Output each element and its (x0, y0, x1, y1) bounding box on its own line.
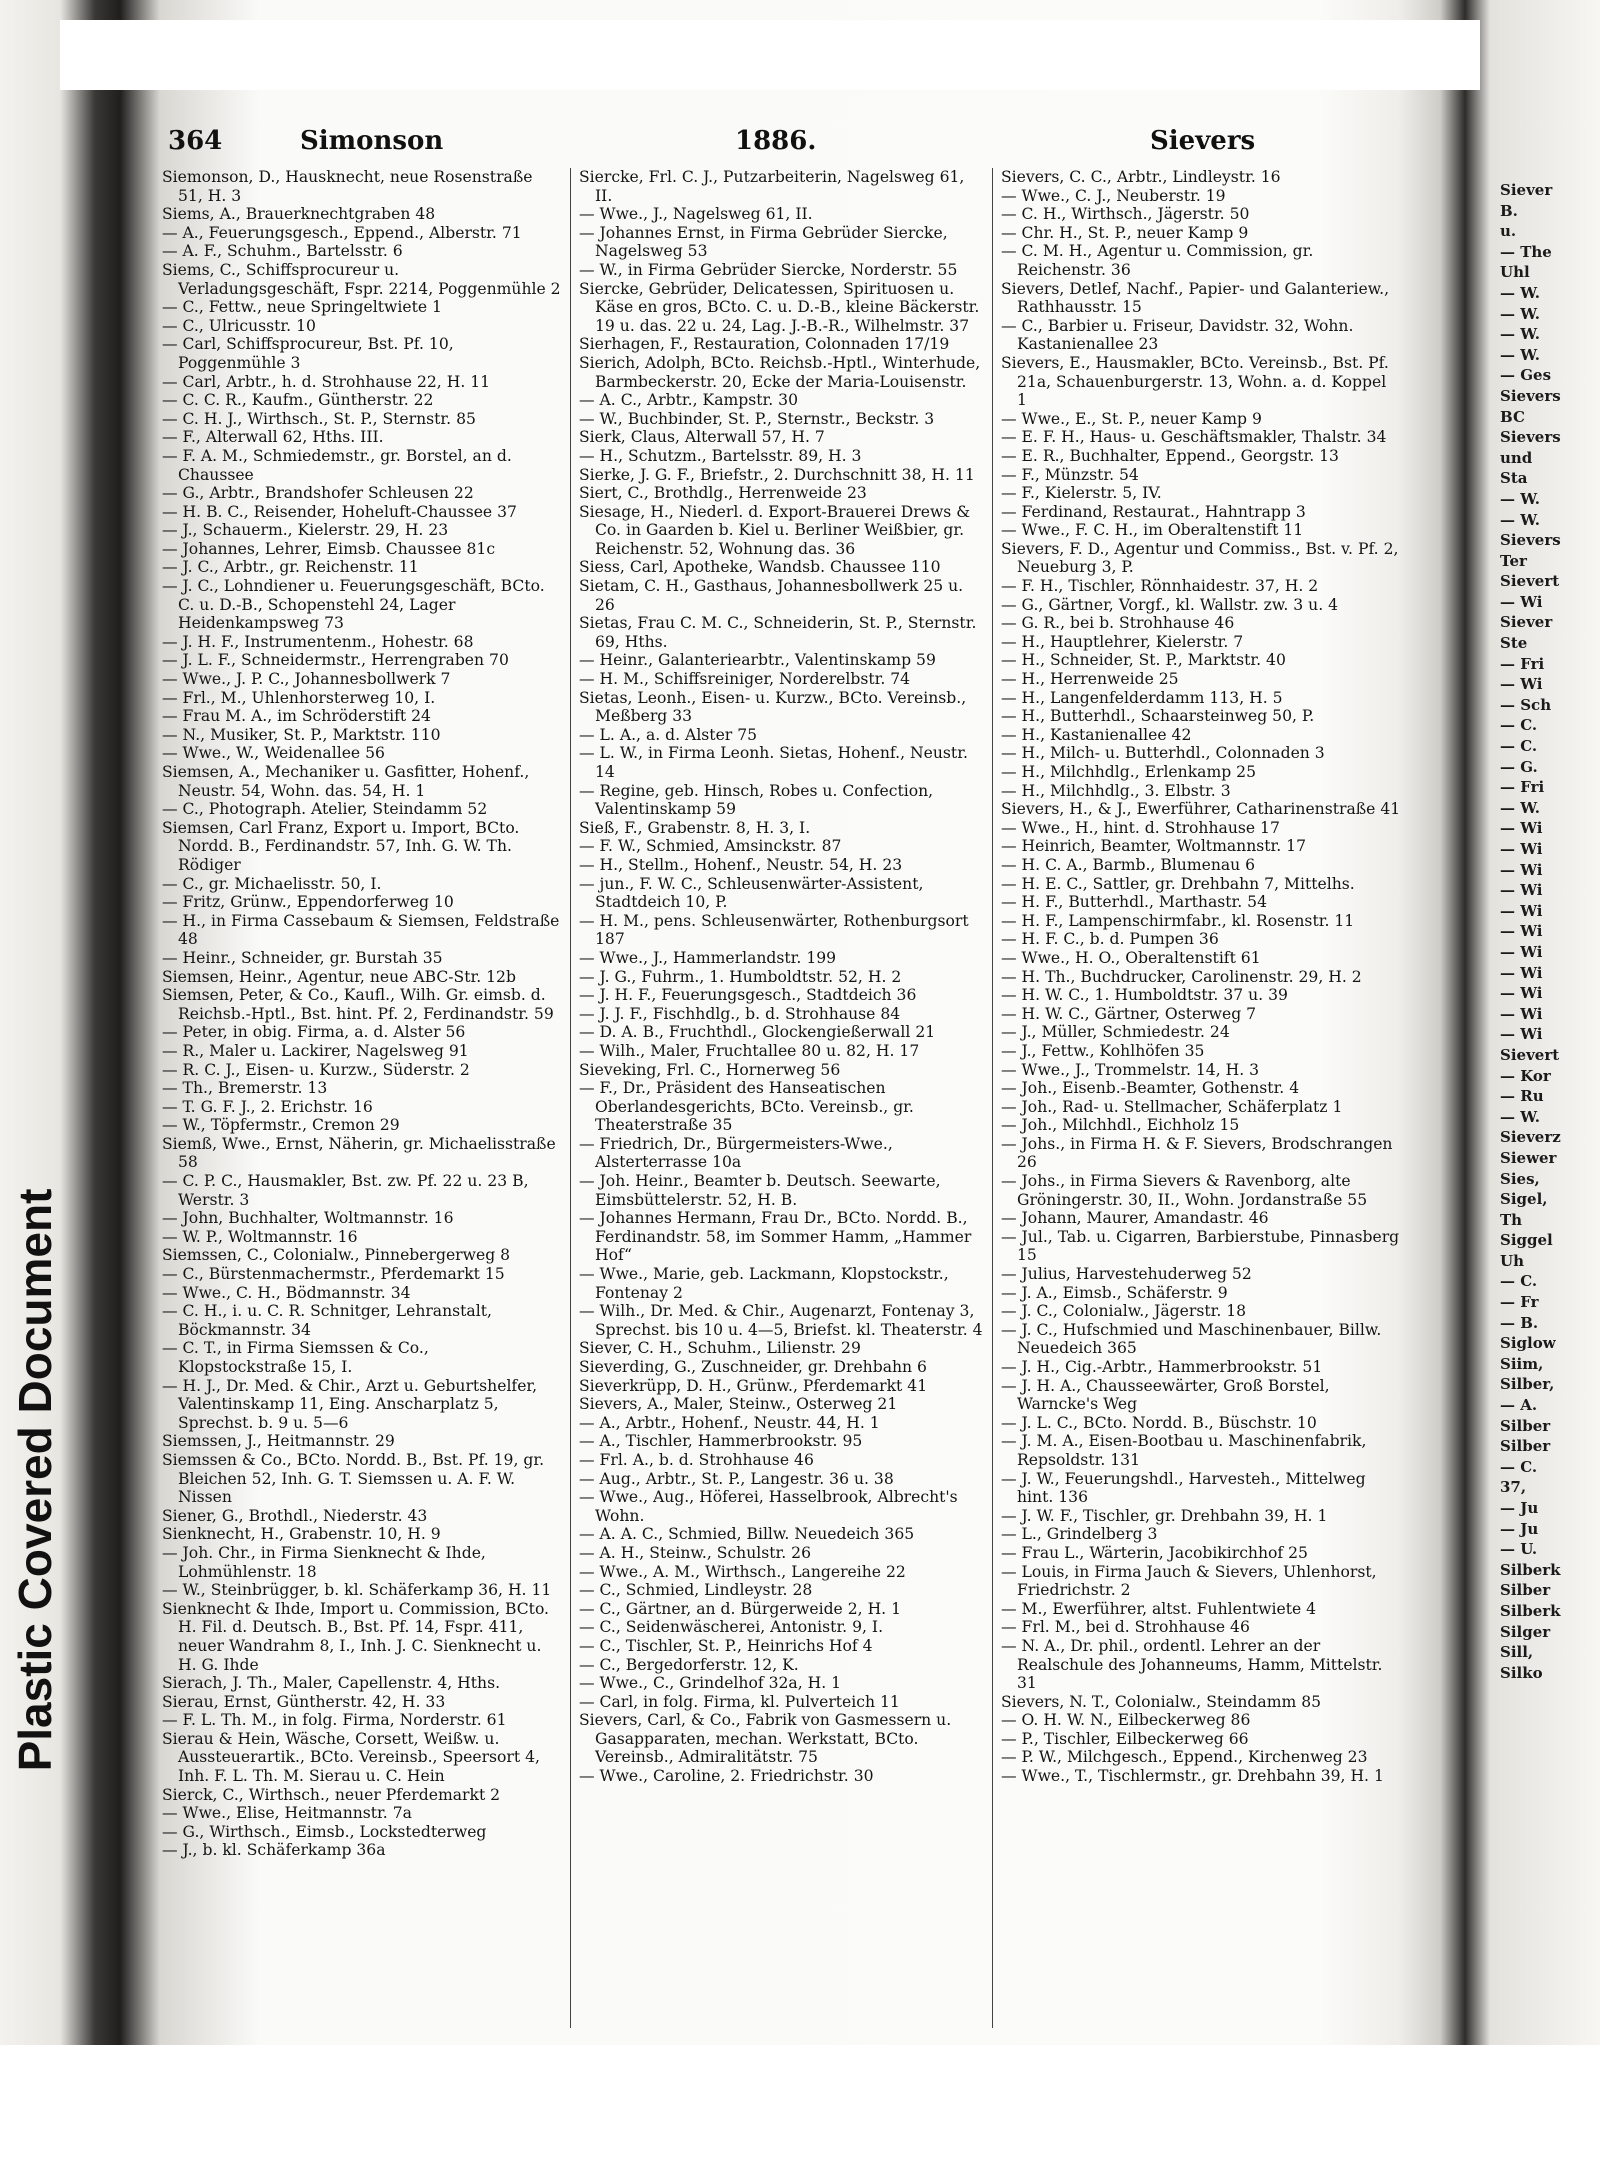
facing-page-line: 37, (1500, 1478, 1527, 1497)
directory-entry: — Joh. Heinr., Beamter b. Deutsch. Seewarte, Eimsbüttelerstr. 52, H. B. (579, 1172, 941, 1209)
directory-page (150, 120, 1401, 2040)
directory-entry: — H., in Firma Cassebaum & Siemsen, Feldstraße 48 (162, 911, 560, 949)
directory-entry: — H. C. A., Barmb., Blumenau 6 (1001, 855, 1256, 874)
facing-page-line: Silger (1500, 1622, 1551, 1641)
facing-page-line: — Wi (1500, 881, 1543, 900)
directory-entry: — H. B. C., Reisender, Hoheluft-Chaussee 37 (162, 502, 517, 521)
directory-entry: — H., Kastanienallee 42 (1001, 725, 1192, 744)
directory-entry: — H. Th., Buchdrucker, Carolinenstr. 29, H. 2 (1001, 967, 1362, 986)
directory-entry: — Johannes Ernst, in Firma Gebrüder Siercke, Nagelsweg 53 (579, 223, 948, 261)
directory-entry: — L. W., in Firma Leonh. Sietas, Hohenf., Neustr. 14 (579, 744, 968, 781)
facing-page-line: — W. (1500, 798, 1540, 817)
directory-entry: — H. E. C., Sattler, gr. Drehbahn 7, Mittelhs. (1001, 874, 1355, 893)
facing-page-line: — U. (1500, 1540, 1538, 1559)
directory-entry: — Frau L., Wärterin, Jacobikirchhof 25 (1001, 1543, 1308, 1562)
directory-entry: — L., Grindelberg 3 (1001, 1525, 1158, 1544)
directory-entry: Siert, C., Brothdlg., Herrenweide 23 (579, 484, 867, 503)
facing-page-line: Th (1500, 1210, 1523, 1229)
directory-entry: Siemssen, J., Heitmannstr. 29 (162, 1432, 395, 1451)
directory-entry: — J., Schauerm., Kielerstr. 29, H. 23 (162, 521, 449, 540)
directory-entry: — F., Kielerstr. 5, IV. (1001, 484, 1162, 503)
directory-entry: — Johann, Maurer, Amandastr. 46 (1001, 1209, 1269, 1228)
directory-entry: — Wwe., Elise, Heitmannstr. 7a (162, 1804, 412, 1823)
directory-entry: Sierck, C., Wirthsch., neuer Pferdemarkt 2 (162, 1785, 501, 1804)
facing-page-line: — C. (1500, 716, 1538, 735)
directory-entry: — F., Dr., Präsident des Hanseatischen Oberlandesgerichts, BCto. Vereinsb., gr. Theaterstraße 35 (579, 1079, 914, 1135)
facing-page-line: — Wi (1500, 963, 1543, 982)
facing-page-line: — C. (1500, 1457, 1538, 1476)
directory-entry: Sieverkrüpp, D. H., Grünw., Pferdemarkt 41 (579, 1376, 928, 1395)
directory-entry: — F. L. Th. M., in folg. Firma, Norderstr. 61 (162, 1711, 507, 1730)
directory-entry: — Johannes Hermann, Frau Dr., BCto. Nordd. B., Ferdinandstr. 58, im Sommer Hamm, „Hammer Hof“ (579, 1209, 972, 1265)
directory-entry: Sievers, H., & J., Ewerführer, Catharinenstraße 41 (1001, 800, 1401, 819)
directory-entry: Sievers, N. T., Colonialw., Steindamm 85 (1001, 1692, 1322, 1711)
directory-entry: Sietam, C. H., Gasthaus, Johannesbollwerk 25 u. 26 (579, 577, 964, 614)
directory-entry: — R., Maler u. Lackirer, Nagelsweg 91 (162, 1041, 469, 1060)
directory-entry: — A., Arbtr., Hohenf., Neustr. 44, H. 1 (579, 1413, 880, 1432)
directory-entry: — C., Photograph. Atelier, Steindamm 52 (162, 800, 488, 819)
directory-entry: — C., Schmied, Lindleystr. 28 (579, 1581, 813, 1600)
facing-page-line: Siewer (1500, 1148, 1557, 1167)
facing-page-line: Silber (1500, 1581, 1551, 1600)
directory-entry: — W., Töpfermstr., Cremon 29 (162, 1116, 400, 1135)
facing-page-line: — Ju (1500, 1499, 1539, 1517)
directory-entry: — jun., F. W. C., Schleusenwärter-Assistent, Stadtdeich 10, P. (579, 874, 924, 912)
directory-entry: — J. H. F., Instrumentenm., Hohestr. 68 (162, 632, 474, 651)
directory-entry: — Wilh., Dr. Med. & Chir., Augenarzt, Fontenay 3, Sprechst. bis 10 u. 4—5, Briefst. kl. Theaterstr. 4 (579, 1302, 983, 1339)
directory-entry: — H. M., pens. Schleusenwärter, Rothenburgsort 187 (579, 911, 969, 949)
directory-entry: — C. M. H., Agentur u. Commission, gr. Reichenstr. 36 (1001, 242, 1314, 279)
directory-entry: Siercke, Frl. C. J., Putzarbeiterin, Nagelsweg 61, II. (579, 168, 965, 205)
facing-page-line: — Wi (1500, 922, 1543, 941)
directory-entry: — Johannes, Lehrer, Eimsb. Chaussee 81c (162, 539, 496, 558)
directory-entry: Sieß, F., Grabenstr. 8, H. 3, I. (579, 818, 811, 837)
directory-entry: — C. H. J., Wirthsch., St. P., Sternstr. 85 (162, 409, 476, 428)
directory-entry: — C., Barbier u. Friseur, Davidstr. 32, Wohn. Kastanienallee 23 (1001, 316, 1354, 354)
directory-entry: — A., Tischler, Hammerbrookstr. 95 (579, 1432, 863, 1451)
directory-entry: — C. P. C., Hausmakler, Bst. zw. Pf. 22 u. 23 B, Werstr. 3 (162, 1172, 529, 1209)
column-2 (570, 168, 984, 2028)
facing-page-line: — Wi (1500, 901, 1543, 920)
directory-entry: — Wwe., C. H., Bödmannstr. 34 (162, 1283, 411, 1302)
top-margin (60, 20, 1480, 90)
column-3 (992, 168, 1401, 2028)
facing-page-line: Siggel (1500, 1231, 1553, 1250)
directory-entry: — Ferdinand, Restaurat., Hahntrapp 3 (1001, 502, 1306, 521)
directory-entry: Sierk, Claus, Alterwall 57, H. 7 (579, 428, 825, 447)
directory-entry: Sievers, F. D., Agentur und Commiss., Bst. v. Pf. 2, Neueburg 3, P. (1001, 539, 1399, 577)
directory-entry: — T. G. F. J., 2. Erichstr. 16 (162, 1097, 373, 1116)
directory-entry: — J. C., Hufschmied und Maschinenbauer, Billw. Neuedeich 365 (1001, 1320, 1382, 1358)
directory-entry: — E. F. H., Haus- u. Geschäftsmakler, Thalstr. 34 (1001, 428, 1387, 447)
directory-entry: — H., Butterhdl., Schaarsteinweg 50, P. (1001, 707, 1315, 726)
directory-entry: — J., Müller, Schmiedestr. 24 (1001, 1023, 1230, 1042)
directory-entry: — Fritz, Grünw., Eppendorferweg 10 (162, 893, 454, 912)
directory-entry: — P., Tischler, Eilbeckerweg 66 (1001, 1729, 1249, 1748)
facing-page-line: — W. (1500, 345, 1540, 364)
directory-entry: — N., Musiker, St. P., Marktstr. 110 (162, 725, 441, 744)
facing-page-line: Ter (1500, 551, 1527, 570)
directory-entry: — J. G., Fuhrm., 1. Humboldtstr. 52, H. 2 (579, 967, 902, 986)
directory-entry: Siemssen & Co., BCto. Nordd. B., Bst. Pf. 19, gr. Bleichen 52, Inh. G. T. Siemssen u. A. F. W. Nissen (162, 1450, 545, 1507)
directory-entry: Sietas, Leonh., Eisen- u. Kurzw., BCto. Vereinsb., Meßberg 33 (579, 688, 967, 726)
spine-label: Plastic Covered Document (9, 1188, 61, 1772)
directory-entry: — Carl, Arbtr., h. d. Strohhause 22, H. 11 (162, 372, 491, 391)
directory-entry: — D. A. B., Fruchthdl., Glockengießerwall 21 (579, 1023, 936, 1042)
facing-page-line: Ste (1500, 634, 1528, 653)
directory-entry: — Aug., Arbtr., St. P., Langestr. 36 u. 38 (579, 1469, 894, 1488)
facing-page-line: Sies, (1500, 1169, 1540, 1188)
directory-entry: — Chr. H., St. P., neuer Kamp 9 (1001, 223, 1249, 242)
directory-entry: — P. W., Milchgesch., Eppend., Kirchenweg 23 (1001, 1748, 1368, 1767)
directory-entry: — Jul., Tab. u. Cigarren, Barbierstube, Pinnasberg 15 (1001, 1227, 1400, 1265)
facing-page-line: Sill, (1500, 1643, 1534, 1662)
facing-page-line: Siever (1500, 181, 1553, 199)
facing-page-line: — W. (1500, 510, 1540, 529)
directory-entry: — Joh., Eisenb.-Beamter, Gothenstr. 4 (1001, 1079, 1300, 1098)
directory-entry: — F., Münzstr. 54 (1001, 465, 1139, 484)
facing-page-line: — Ju (1500, 1519, 1539, 1538)
directory-entry: — C., Fettw., neue Springeltwiete 1 (162, 298, 442, 317)
directory-entry: Siems, A., Brauerknechtgraben 48 (162, 205, 436, 224)
directory-entry: — L. A., a. d. Alster 75 (579, 725, 758, 744)
directory-entry: Siemsen, Carl Franz, Export u. Import, BCto. Nordd. B., Ferdinandstr. 57, Inh. G. W. Th. Rödiger (162, 818, 520, 874)
directory-entry: — C., Bergedorferstr. 12, K. (579, 1655, 799, 1674)
directory-entry: — Th., Bremerstr. 13 (162, 1079, 328, 1098)
running-head (150, 120, 1390, 166)
directory-entry: Siemonson, D., Hausknecht, neue Rosenstraße 51, H. 3 (162, 168, 533, 205)
facing-page-line: Silberk (1500, 1560, 1561, 1579)
directory-entry: — J. C., Lohndiener u. Feuerungsgeschäft, BCto. C. u. D.-B., Schopenstehl 24, Lager Heidenkampsweg 73 (162, 577, 545, 633)
directory-entry: Siener, G., Brothdl., Niederstr. 43 (162, 1506, 428, 1525)
directory-entry: — J. H., Cig.-Arbtr., Hammerbrookstr. 51 (1001, 1358, 1323, 1376)
directory-entry: — A. H., Steinw., Schulstr. 26 (579, 1543, 812, 1562)
facing-page-line: Silberk (1500, 1601, 1561, 1620)
directory-entry: Sieverding, G., Zuschneider, gr. Drehbahn 6 (579, 1358, 927, 1376)
directory-entry: — C., Ulricusstr. 10 (162, 316, 316, 335)
directory-entry: Siemsen, Peter, & Co., Kaufl., Wilh. Gr. eimsb. d. Reichsb.-Hptl., Bst. hint. Pf. 2, Ferdinandstr. 59 (162, 986, 554, 1023)
facing-page-line: — G. (1500, 757, 1538, 776)
directory-entry: Sierke, J. G. F., Briefstr., 2. Durchschnitt 38, H. 11 (579, 465, 975, 484)
directory-entry: — H., Langenfelderdamm 113, H. 5 (1001, 688, 1283, 707)
directory-entry: — C. C. R., Kaufm., Güntherstr. 22 (162, 391, 434, 410)
facing-page-line: — Wi (1500, 860, 1543, 879)
directory-entry: — J. H. A., Chausseewärter, Groß Borstel, Warncke's Weg (1001, 1376, 1330, 1414)
directory-entry: — A. C., Arbtr., Kampstr. 30 (579, 391, 799, 410)
facing-page-line: B. (1500, 201, 1518, 220)
directory-entry: — Wwe., H. O., Oberaltenstift 61 (1001, 948, 1261, 967)
directory-entry: — J., Fettw., Kohlhöfen 35 (1001, 1041, 1205, 1060)
directory-entry: — A., Feuerungsgesch., Eppend., Alberstr. 71 (162, 223, 522, 242)
directory-entry: Sievers, Carl, & Co., Fabrik von Gasmessern u. Gasapparaten, mechan. Werkstatt, BCto. Vereinsb., Admiralitätstr. 75 (579, 1711, 952, 1767)
directory-entry: — J. L. F., Schneidermstr., Herrengraben 70 (162, 651, 509, 670)
facing-page-line: — Wi (1500, 819, 1543, 838)
directory-entry: — H., Hauptlehrer, Kielerstr. 7 (1001, 632, 1244, 651)
directory-entry: Sienknecht & Ihde, Import u. Commission, BCto. H. Fil. d. Deutsch. B., Bst. Pf. 14, Fspr. 411, neuer Wandrahm 8, I., Inh. J. C. Sienknecht u. H. G. Ihde (162, 1599, 550, 1674)
directory-entry: — Heinrich, Beamter, Woltmannstr. 17 (1001, 837, 1307, 856)
directory-entry: — H. J., Dr. Med. & Chir., Arzt u. Geburtshelfer, Valentinskamp 11, Eing. Anscharplatz 5, Sprechst. b. 9 u. 5—6 (162, 1376, 538, 1432)
directory-entry: — A. F., Schuhm., Bartelsstr. 6 (162, 242, 403, 261)
facing-page-line: — W. (1500, 283, 1540, 302)
directory-entry: Sierau & Hein, Wäsche, Corsett, Weißw. u. Aussteuerartik., BCto. Vereinsb., Speersort 4, Inh. F. L. Th. M. Sierau u. C. Hein (162, 1729, 540, 1786)
directory-entry: — Wilh., Maler, Fruchtallee 80 u. 82, H. 17 (579, 1041, 920, 1060)
directory-entry: — Wwe., F. C. H., im Oberaltenstift 11 (1001, 521, 1304, 540)
facing-page-line: — W. (1500, 1107, 1540, 1126)
facing-page-line: — Wi (1500, 675, 1543, 694)
directory-entry: — H., Schneider, St. P., Marktstr. 40 (1001, 651, 1286, 670)
directory-entry: — Wwe., J., Trommelstr. 14, H. 3 (1001, 1060, 1260, 1079)
facing-page-line: — Kor (1500, 1066, 1551, 1085)
directory-entry: — Johs., in Firma H. & F. Sievers, Brodschrangen 26 (1001, 1134, 1393, 1172)
directory-entry: — W., in Firma Gebrüder Siercke, Norderstr. 55 (579, 260, 958, 279)
facing-page-line: — Fri (1500, 778, 1545, 797)
facing-page-line: Sievers (1500, 386, 1561, 405)
directory-entry: Sierach, J. Th., Maler, Capellenstr. 4, Hths. (162, 1674, 501, 1693)
directory-entry: Siesage, H., Niederl. d. Export-Brauerei Drews & Co. in Gaarden b. Kiel u. Berliner Weißbier, gr. Reichenstr. 52, Wohnung das. 36 (579, 502, 971, 558)
directory-entry: Sievers, Detlef, Nachf., Papier- und Galanteriew., Rathhausstr. 15 (1001, 279, 1390, 317)
directory-entry: Siemsen, A., Mechaniker u. Gasfitter, Hohenf., Neustr. 54, Wohn. das. 54, H. 1 (162, 763, 530, 800)
directory-entry: — Wwe., J., Hammerlandstr. 199 (579, 948, 837, 967)
directory-entry: Sierau, Ernst, Güntherstr. 42, H. 33 (162, 1692, 446, 1711)
directory-entry: — H. F., Lampenschirmfabr., kl. Rosenstr. 11 (1001, 911, 1355, 930)
facing-page-line: — The (1500, 242, 1552, 261)
directory-entry: — F. A. M., Schmiedemstr., gr. Borstel, an d. Chaussee (162, 446, 512, 484)
directory-entry: — H., Milch- u. Butterhdl., Colonnaden 3 (1001, 744, 1325, 763)
directory-entry: — Wwe., H., hint. d. Strohhause 17 (1001, 818, 1280, 837)
directory-entry: — H. W. C., 1. Humboldtstr. 37 u. 39 (1001, 986, 1288, 1005)
facing-page-line: — W. (1500, 325, 1540, 344)
directory-entry: Sievers, C. C., Arbtr., Lindleystr. 16 (1001, 168, 1281, 186)
facing-page-line: — Fr (1500, 1293, 1539, 1312)
directory-entry: — J. L. C., BCto. Nordd. B., Büschstr. 10 (1001, 1413, 1317, 1432)
facing-page-line: Sta (1500, 469, 1528, 488)
directory-entry: Siems, C., Schiffsprocureur u. Verladungsgeschäft, Fspr. 2214, Poggenmühle 2 (162, 260, 561, 298)
bottom-margin (0, 2045, 1600, 2177)
directory-entry: — Frl. A., b. d. Strohhause 46 (579, 1450, 814, 1469)
facing-page-line: — W. (1500, 304, 1540, 323)
directory-entry: — J. A., Eimsb., Schäferstr. 9 (1001, 1283, 1228, 1302)
directory-entry: — O. H. W. N., Eilbeckerweg 86 (1001, 1711, 1251, 1730)
column-1 (162, 168, 562, 2028)
directory-entry: — Johs., in Firma Sievers & Ravenborg, alte Gröningerstr. 30, II., Wohn. Jordanstraße 55 (1001, 1172, 1368, 1209)
directory-entry: — Regine, geb. Hinsch, Robes u. Confection, Valentinskamp 59 (579, 781, 934, 819)
directory-entry: — Wwe., J., Nagelsweg 61, II. (579, 205, 813, 224)
directory-entry: — M., Ewerführer, altst. Fuhlentwiete 4 (1001, 1599, 1317, 1618)
facing-page-line: — Sch (1500, 695, 1552, 714)
facing-page-line: BC (1500, 407, 1525, 426)
facing-page-line: Siim, (1500, 1354, 1544, 1373)
facing-page-line: — A. (1500, 1396, 1538, 1415)
facing-page-line: — Ges (1500, 366, 1552, 385)
directory-entry: — W., Steinbrügger, b. kl. Schäferkamp 36, H. 11 (162, 1581, 552, 1600)
directory-entry: — G. R., bei b. Strohhause 46 (1001, 614, 1235, 633)
facing-page-line: — Wi (1500, 1004, 1543, 1023)
directory-entry: — C. H., i. u. C. R. Schnitger, Lehranstalt, Böckmannstr. 34 (162, 1302, 492, 1339)
directory-entry: Sieveking, Frl. C., Hornerweg 56 (579, 1060, 841, 1079)
directory-entry: — Wwe., Marie, geb. Lackmann, Klopstockstr., Fontenay 2 (579, 1265, 949, 1302)
directory-entry: Sierhagen, F., Restauration, Colonnaden 17/19 (579, 335, 950, 354)
directory-entry: — J. W., Feuerungshdl., Harvesteh., Mittelweg hint. 136 (1001, 1469, 1366, 1507)
facing-page-line: — Fri (1500, 654, 1545, 673)
facing-page-line: — Ru (1500, 1087, 1544, 1106)
directory-entry: — W., Buchbinder, St. P., Sternstr., Beckstr. 3 (579, 409, 935, 428)
facing-page-line: — Wi (1500, 942, 1543, 961)
directory-entry: — H., Schutzm., Bartelsstr. 89, H. 3 (579, 446, 862, 465)
facing-page-line: Silko (1500, 1663, 1543, 1682)
directory-entry: — Frl. M., bei d. Strohhause 46 (1001, 1618, 1250, 1637)
directory-entry: — F., Alterwall 62, Hths. III. (162, 428, 384, 447)
directory-entry: — J. J. F., Fischhdlg., b. d. Strohhause 84 (579, 1004, 901, 1023)
directory-entry: — C., gr. Michaelisstr. 50, I. (162, 874, 382, 893)
facing-page-line: Silber (1500, 1416, 1551, 1435)
facing-page-line: — Wi (1500, 1025, 1543, 1044)
head-right-keyword: Sievers (1150, 126, 1256, 156)
directory-entry: — Joh., Rad- u. Stellmacher, Schäferplatz 1 (1001, 1097, 1343, 1116)
directory-entry: Sienknecht, H., Grabenstr. 10, H. 9 (162, 1525, 441, 1544)
directory-entry: Siemssen, C., Colonialw., Pinnebergerweg 8 (162, 1246, 511, 1265)
directory-entry: — F. W., Schmied, Amsinckstr. 87 (579, 837, 842, 856)
directory-entry: — J. C., Arbtr., gr. Reichenstr. 11 (162, 558, 419, 577)
directory-entry: — H., Stellm., Hohenf., Neustr. 54, H. 23 (579, 855, 903, 874)
page-number: 364 (168, 126, 223, 156)
columns (150, 168, 1401, 2028)
directory-entry: — H. F., Butterhdl., Marthastr. 54 (1001, 893, 1268, 912)
directory-entry: — C. T., in Firma Siemssen & Co., Klopstockstraße 15, I. (162, 1339, 429, 1376)
directory-entry: Sierich, Adolph, BCto. Reichsb.-Hptl., Winterhude, Barmbeckerstr. 20, Ecke der Maria-Louisenstr. (579, 353, 981, 391)
directory-entry: — Wwe., Caroline, 2. Friedrichstr. 30 (579, 1767, 874, 1786)
facing-page-line: — C. (1500, 737, 1538, 756)
directory-entry: — Frau M. A., im Schröderstift 24 (162, 707, 431, 726)
directory-entry: Siemß, Wwe., Ernst, Näherin, gr. Michaelisstraße 58 (162, 1134, 556, 1172)
directory-entry: — Louis, in Firma Jauch & Sievers, Uhlenhorst, Friedrichstr. 2 (1001, 1562, 1377, 1600)
directory-entry: — C. H., Wirthsch., Jägerstr. 50 (1001, 205, 1250, 224)
facing-page-line: Silber (1500, 1437, 1551, 1456)
directory-entry: — Wwe., C., Grindelhof 32a, H. 1 (579, 1674, 842, 1693)
directory-entry: Sievers, A., Maler, Steinw., Osterweg 21 (579, 1395, 898, 1414)
facing-page-fragment (1500, 180, 1600, 2030)
directory-entry: — G., Arbtr., Brandshofer Schleusen 22 (162, 484, 474, 503)
directory-entry: — Frl., M., Uhlenhorsterweg 10, I. (162, 688, 436, 707)
directory-entry: — Joh., Milchhdl., Eichholz 15 (1001, 1116, 1240, 1135)
directory-entry: — J. H. F., Feuerungsgesch., Stadtdeich 36 (579, 986, 917, 1005)
directory-entry: — J., b. kl. Schäferkamp 36a (162, 1841, 386, 1860)
directory-entry: — J. W. F., Tischler, gr. Drehbahn 39, H. 1 (1001, 1506, 1328, 1525)
directory-entry: — C., Seidenwäscherei, Antonistr. 9, I. (579, 1618, 884, 1637)
directory-entry: — H. M., Schiffsreiniger, Norderelbstr. 74 (579, 670, 911, 689)
directory-entry: — J. M. A., Eisen-Bootbau u. Maschinenfabrik, Repsoldstr. 131 (1001, 1432, 1367, 1469)
directory-entry: — Heinr., Galanteriearbtr., Valentinskamp 59 (579, 651, 936, 670)
directory-entry: Siemsen, Heinr., Agentur, neue ABC-Str. 12b (162, 967, 516, 986)
directory-entry: — H., Milchhdlg., Erlenkamp 25 (1001, 763, 1257, 781)
facing-page-line: Sigel, (1500, 1190, 1548, 1209)
facing-page-line: Siglow (1500, 1334, 1556, 1353)
directory-entry: Siess, Carl, Apotheke, Wandsb. Chaussee 110 (579, 558, 941, 577)
head-year: 1886. (735, 126, 817, 156)
directory-entry: — G., Wirthsch., Eimsb., Lockstedterweg (162, 1822, 487, 1841)
facing-page-line: Sievers (1500, 531, 1561, 550)
directory-entry: — G., Gärtner, Vorgf., kl. Wallstr. zw. 3 u. 4 (1001, 595, 1339, 614)
directory-entry: — H. W. C., Gärtner, Osterweg 7 (1001, 1004, 1257, 1023)
directory-entry: Siever, C. H., Schuhm., Lilienstr. 29 (579, 1339, 861, 1358)
directory-entry: — C., Gärtner, an d. Bürgerweide 2, H. 1 (579, 1599, 902, 1618)
directory-entry: — H. F. C., b. d. Pumpen 36 (1001, 930, 1219, 949)
directory-entry: — H., Herrenweide 25 (1001, 670, 1179, 689)
directory-entry: — John, Buchhalter, Woltmannstr. 16 (162, 1209, 454, 1228)
directory-entry: — Wwe., Aug., Höferei, Hasselbrook, Albrecht's Wohn. (579, 1488, 958, 1525)
directory-entry: — C., Tischler, St. P., Heinrichs Hof 4 (579, 1636, 873, 1655)
directory-entry: — N. A., Dr. phil., ordentl. Lehrer an der Realschule des Johanneums, Hamm, Mittelstr. 31 (1001, 1636, 1383, 1693)
directory-entry: — R. C. J., Eisen- u. Kurzw., Süderstr. 2 (162, 1060, 470, 1079)
directory-entry: — Wwe., E., St. P., neuer Kamp 9 (1001, 409, 1262, 428)
facing-page-line: und (1500, 448, 1533, 467)
facing-page-line: — B. (1500, 1313, 1539, 1332)
directory-entry: — H., Milchhdlg., 3. Elbstr. 3 (1001, 781, 1231, 800)
directory-entry: Sievers, E., Hausmakler, BCto. Vereinsb., Bst. Pf. 21a, Schauenburgerstr. 13, Wohn. a. d. Koppel 1 (1001, 353, 1389, 410)
facing-page-line: — Wi (1500, 592, 1543, 611)
directory-entry: — E. R., Buchhalter, Eppend., Georgstr. 13 (1001, 446, 1339, 465)
directory-entry: — Carl, in folg. Firma, kl. Pulverteich 11 (579, 1692, 900, 1711)
facing-page-line: — Wi (1500, 984, 1543, 1003)
directory-entry: — Wwe., W., Weidenallee 56 (162, 744, 385, 763)
facing-page-line: u. (1500, 222, 1517, 241)
directory-entry: Sietas, Frau C. M. C., Schneiderin, St. P., Sternstr. 69, Hths. (579, 614, 977, 651)
directory-entry: — Heinr., Schneider, gr. Burstah 35 (162, 948, 443, 967)
facing-page-line: Uh (1500, 1251, 1524, 1270)
directory-entry: — W. P., Woltmannstr. 16 (162, 1227, 358, 1246)
directory-entry: — F. H., Tischler, Rönnhaidestr. 37, H. 2 (1001, 577, 1319, 596)
directory-entry: — Wwe., J. P. C., Johannesbollwerk 7 (162, 670, 451, 689)
facing-page-line: — C. (1500, 1272, 1538, 1291)
facing-page-line: Sievers (1500, 428, 1561, 447)
directory-entry: — Wwe., C. J., Neuberstr. 19 (1001, 186, 1226, 205)
directory-entry: — Carl, Schiffsprocureur, Bst. Pf. 10, Poggenmühle 3 (162, 335, 454, 372)
directory-entry: — Friedrich, Dr., Bürgermeisters-Wwe., Alsterterrasse 10a (579, 1134, 893, 1172)
facing-page-line: Silber, (1500, 1375, 1555, 1394)
directory-entry: — A. A. C., Schmied, Billw. Neuedeich 365 (579, 1525, 915, 1544)
facing-page-line: — Wi (1500, 840, 1543, 858)
directory-entry: — J. C., Colonialw., Jägerstr. 18 (1001, 1302, 1247, 1321)
facing-page-line: Uhl (1500, 263, 1530, 282)
facing-page-line: Sievert (1500, 572, 1560, 591)
head-left-keyword: Simonson (300, 126, 444, 156)
directory-entry: — Wwe., T., Tischlermstr., gr. Drehbahn 39, H. 1 (1001, 1767, 1384, 1786)
directory-entry: — Julius, Harvestehuderweg 52 (1001, 1265, 1252, 1284)
directory-entry: — C., Bürstenmachermstr., Pferdemarkt 15 (162, 1265, 505, 1284)
directory-entry: Siercke, Gebrüder, Delicatessen, Spirituosen u. Käse en gros, BCto. C. u. D.-B., kleine Bäckerstr. 19 u. das. 22 u. 24, Lag. J.-B.-R., Wilhelmstr. 37 (579, 279, 980, 335)
facing-page-line: Siever (1500, 613, 1553, 632)
facing-page-line: Sievert (1500, 1045, 1560, 1064)
directory-entry: — Peter, in obig. Firma, a. d. Alster 56 (162, 1023, 466, 1042)
directory-entry: — Wwe., A. M., Wirthsch., Langereihe 22 (579, 1562, 906, 1581)
facing-page-line: — W. (1500, 489, 1540, 508)
facing-page-line: Sieverz (1500, 1128, 1561, 1147)
directory-entry: — Joh. Chr., in Firma Sienknecht & Ihde, Lohmühlenstr. 18 (162, 1543, 486, 1581)
